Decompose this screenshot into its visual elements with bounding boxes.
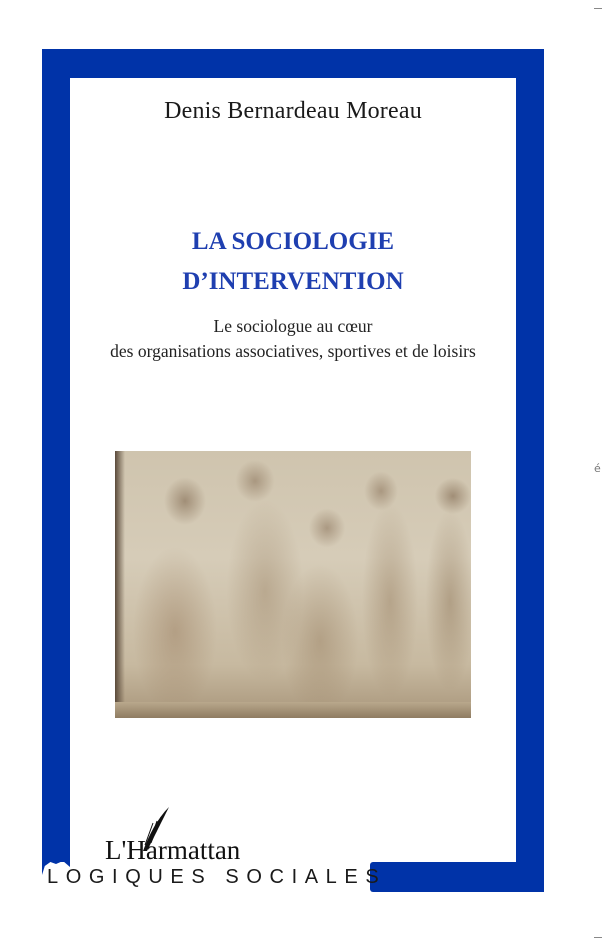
crop-mark-top-right xyxy=(594,8,602,9)
title-line-2: D’INTERVENTION xyxy=(182,268,404,295)
collection-band xyxy=(370,862,544,892)
image-shadow xyxy=(115,451,125,718)
publisher-name: L'Harmattan xyxy=(105,835,241,865)
image-base-ledge xyxy=(115,702,471,718)
publisher-logo xyxy=(105,835,240,866)
subtitle-line-1: Le sociologue au cœur xyxy=(213,316,373,336)
cover-image-bas-relief xyxy=(115,451,471,718)
book-title xyxy=(70,222,516,302)
collection-name: LOGIQUES SOCIALES xyxy=(47,866,387,888)
side-mark: é xyxy=(594,462,601,475)
book-subtitle xyxy=(70,314,516,364)
crop-mark-bottom-right xyxy=(594,937,602,938)
quill-icon xyxy=(141,805,171,853)
title-line-1: LA SOCIOLOGIE xyxy=(191,228,395,255)
subtitle-line-2: des organisations associatives, sportives et de loisirs xyxy=(110,341,476,361)
author-name: Denis Bernardeau Moreau xyxy=(164,98,422,124)
